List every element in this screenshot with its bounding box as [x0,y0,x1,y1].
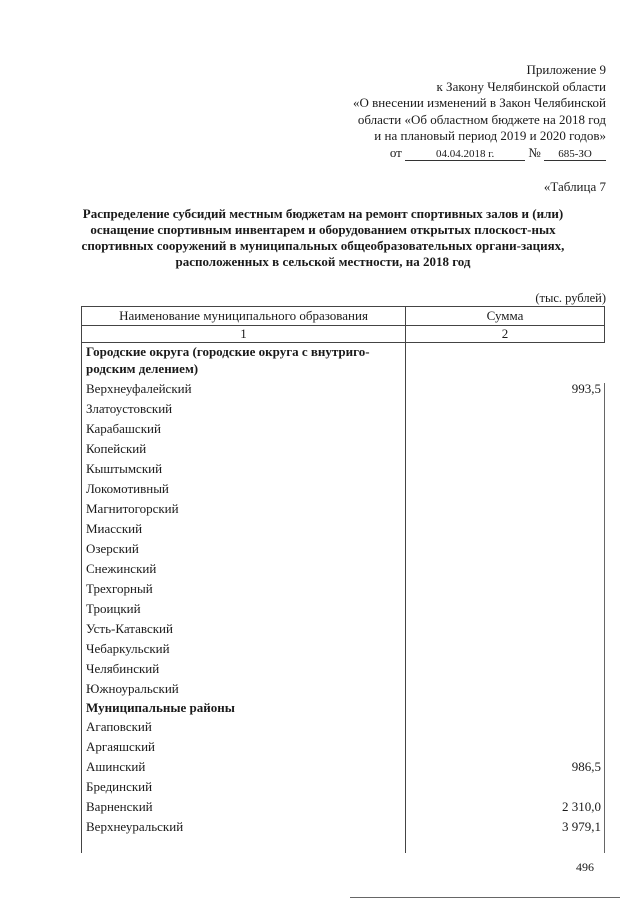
row-value [406,439,605,459]
row-value [406,579,605,599]
table-row [82,519,605,539]
row-name: Усть-Катавский [86,621,173,636]
row-value: 2 310,0 [562,799,601,814]
table-row [82,499,605,519]
row-name: Магнитогорский [86,501,179,516]
law-ref: к Закону Челябинской области [436,78,606,94]
table-row [82,737,605,757]
units-label: (тыс. рублей) [535,291,606,305]
row-name: Аргаяшский [86,739,155,754]
row-name: Миасский [86,521,143,536]
row-value [406,659,605,679]
row-name: Снежинский [86,561,157,576]
row-name: Копейский [86,441,147,456]
row-name: Чебаркульский [86,641,170,656]
table-row [82,659,605,679]
table-row [82,399,605,419]
row-name: Локомотивный [86,481,169,496]
row-value [406,599,605,619]
row-name: Южноуральский [86,681,179,696]
table-row [82,717,605,737]
table-row [82,539,605,559]
table-row [82,817,605,837]
table-row [82,439,605,459]
row-value [406,679,605,699]
law-number: 685-ЗО [544,148,606,161]
table-label: «Таблица 7 [543,179,606,194]
row-name: Варненский [86,799,153,814]
col-num-2: 2 [501,326,509,341]
row-value [406,479,605,499]
row-value [406,717,605,737]
row-value [406,559,605,579]
group-header-city-districts: Городские округа (городские округа с внутриго-родским делением) [86,344,370,376]
table-row [82,757,605,777]
table-row [82,479,605,499]
row-name: Агаповский [86,719,152,734]
row-value [406,737,605,757]
row-value [406,419,605,439]
row-value [406,459,605,479]
row-name: Верхнеуфалейский [86,381,192,396]
table-row [82,599,605,619]
page-bottom-rule [350,897,620,898]
row-name: Трехгорный [86,581,153,596]
page-number: 496 [576,860,594,874]
row-name: Челябинский [86,661,160,676]
page-title: Распределение субсидий местным бюджетам на ремонт спортивных залов и (или) оснащение спортивным инвентарем и оборудованием открытых плоскост-ных спортивных сооружений в муниципальных общеобразовательных органи-зациях, расположенных в сельской местности, на 2018 год [81,206,565,269]
row-name: Верхнеуральский [86,819,184,834]
row-name: Кыштымский [86,461,163,476]
table-row [82,559,605,579]
group-header-municipal-districts: Муниципальные районы [86,700,235,715]
table-row [82,679,605,699]
appendix-label: Приложение 9 [526,62,606,77]
municipal-district-rows [82,717,605,837]
table-body [81,343,605,853]
row-name: Златоустовский [86,401,173,416]
table-header [81,306,605,326]
from-label: от [389,144,402,160]
row-value [406,639,605,659]
table-row [82,777,605,797]
row-name: Ашинский [86,759,146,774]
number-label: № [528,144,541,160]
row-name: Карабашский [86,421,161,436]
table-row [82,639,605,659]
law-title-2: области «Об областном бюджете на 2018 год [357,111,606,127]
law-date: 04.04.2018 г. [405,148,525,161]
row-value: 993,5 [571,381,601,396]
table-row [82,579,605,599]
row-value [406,777,605,797]
table-col-numbers [81,326,605,343]
row-name: Брединский [86,779,153,794]
col-sum-header: Сумма [486,308,524,323]
row-value [406,619,605,639]
date-number-line [353,145,606,162]
row-value: 3 979,1 [562,819,601,834]
row-value [406,399,605,419]
table-row [82,619,605,639]
row-name: Озерский [86,541,139,556]
city-district-rows [82,379,605,699]
table-row [82,797,605,817]
col-name-header: Наименование муниципального образования [82,307,406,325]
row-value: 986,5 [571,759,601,774]
table-row [82,459,605,479]
law-title-3: и на плановый период 2019 и 2020 годов» [374,128,606,143]
table-row [82,379,605,399]
row-value [406,499,605,519]
table-row [82,419,605,439]
law-title-1: «О внесении изменений в Закон Челябинской [352,95,606,110]
document-header [353,62,606,161]
row-value [406,539,605,559]
row-value [406,519,605,539]
col-num-1: 1 [82,326,406,342]
subsidy-table [81,306,605,853]
row-name: Троицкий [86,601,141,616]
